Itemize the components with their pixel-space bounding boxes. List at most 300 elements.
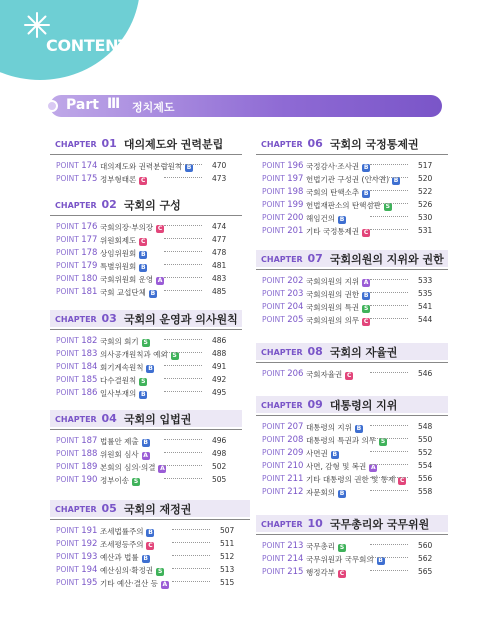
page-number: 498 xyxy=(212,449,227,458)
point-title: 해임건의 B xyxy=(306,214,345,223)
page-number: 541 xyxy=(418,302,433,311)
dot-leader xyxy=(370,164,408,165)
dot-leader xyxy=(370,477,408,478)
point-number: POINT 215 xyxy=(262,567,304,577)
point-number: POINT 200 xyxy=(262,213,304,223)
chapter-header xyxy=(50,310,242,327)
grade-badge: C xyxy=(347,372,352,379)
dot-leader xyxy=(370,279,408,280)
dot-leader xyxy=(370,190,408,191)
dot-leader xyxy=(370,305,408,306)
toc-entry[interactable] xyxy=(50,159,242,172)
sparkle-icon xyxy=(24,12,50,38)
point-title: 위원회 심사 A xyxy=(100,450,148,459)
toc-entry[interactable] xyxy=(256,420,448,433)
grade-badge: C xyxy=(400,477,405,484)
page-number: 481 xyxy=(212,261,227,270)
point-number: POINT 196 xyxy=(262,161,304,171)
dot-leader xyxy=(172,568,210,569)
grade-badge: B xyxy=(332,451,338,458)
point-title: 조세법률주의 B xyxy=(100,527,153,536)
divider xyxy=(50,519,250,520)
chapter-header xyxy=(50,135,242,152)
point-number: POINT 212 xyxy=(262,487,304,497)
point-number: POINT 214 xyxy=(262,554,304,564)
point-title: 국무위원과 국무회의 B xyxy=(306,555,383,564)
point-title: 특별위원회 B xyxy=(100,262,146,271)
dot-leader xyxy=(164,264,202,265)
point-number: POINT 190 xyxy=(56,475,98,485)
page-number: 544 xyxy=(418,315,433,324)
page-number: 488 xyxy=(212,349,227,358)
chapter-header xyxy=(256,343,448,360)
dot-leader xyxy=(370,425,408,426)
toc-entry[interactable] xyxy=(256,198,448,211)
toc-entry[interactable] xyxy=(256,211,448,224)
grade-badge: B xyxy=(378,557,383,564)
page-number: 530 xyxy=(418,213,433,222)
point-number: POINT 204 xyxy=(262,302,304,312)
grade-badge: A xyxy=(160,465,165,472)
chapter-number: CHAPTER 06 xyxy=(261,137,323,150)
chapter-06 xyxy=(256,135,448,237)
page-number: 560 xyxy=(418,541,433,550)
chapter-09 xyxy=(256,396,448,498)
dot-leader xyxy=(164,452,202,453)
point-title: 대통령의 지위 B xyxy=(306,423,362,432)
dot-leader xyxy=(164,238,202,239)
toc-entry[interactable] xyxy=(256,552,448,565)
dot-leader xyxy=(370,438,408,439)
toc-entry[interactable] xyxy=(256,433,448,446)
chapter-number: CHAPTER 07 xyxy=(261,252,323,265)
toc-entry[interactable] xyxy=(50,386,242,399)
dot-leader xyxy=(370,318,408,319)
page-number: 515 xyxy=(220,578,235,587)
toc-entry[interactable] xyxy=(50,447,242,460)
chapter-title: 국회의 국정통제권 xyxy=(329,137,419,151)
point-title: 대통령의 특권과 의무 S xyxy=(306,436,386,445)
point-title: 국회의원의 권한 B xyxy=(306,290,369,299)
grade-badge: C xyxy=(363,318,369,325)
toc-entry[interactable] xyxy=(256,185,448,198)
toc-entry[interactable] xyxy=(50,360,242,373)
toc-entry[interactable] xyxy=(256,367,448,380)
point-number: POINT 213 xyxy=(262,541,304,551)
chapter-title: 대의제도와 권력분립 xyxy=(123,137,224,151)
toc-entry[interactable] xyxy=(256,446,448,459)
toc-entry[interactable] xyxy=(256,287,448,300)
page-number: 512 xyxy=(220,552,235,561)
point-title: 헌법기관 구성권 (인사권) B xyxy=(306,175,399,184)
point-title: 정부이송 S xyxy=(100,476,139,485)
point-title: 국회의 회기 S xyxy=(100,337,148,346)
toc-entry[interactable] xyxy=(50,524,250,537)
grade-badge: C xyxy=(157,225,163,232)
point-title: 국회의원의 특권 S xyxy=(306,303,369,312)
toc-entry[interactable] xyxy=(50,220,242,233)
grade-badge: S xyxy=(380,438,386,445)
point-number: POINT 193 xyxy=(56,552,98,562)
toc-entry[interactable] xyxy=(256,300,448,313)
dot-leader xyxy=(164,391,202,392)
dot-leader xyxy=(164,365,202,366)
dot-leader xyxy=(164,225,202,226)
point-number: POINT 180 xyxy=(56,274,98,284)
grade-badge: B xyxy=(140,264,146,271)
dot-leader xyxy=(172,529,210,530)
toc-entry[interactable] xyxy=(50,233,242,246)
grade-badge: B xyxy=(393,177,399,184)
page-number: 546 xyxy=(418,369,433,378)
point-number: POINT 191 xyxy=(56,526,98,536)
point-number: POINT 192 xyxy=(56,539,98,549)
dot-leader xyxy=(164,339,202,340)
point-number: POINT 174 xyxy=(56,161,98,171)
point-number: POINT 199 xyxy=(262,200,304,210)
dot-leader xyxy=(172,542,210,543)
point-number: POINT 202 xyxy=(262,276,304,286)
grade-badge: C xyxy=(148,542,153,549)
chapter-01 xyxy=(50,135,242,185)
chapter-header xyxy=(256,135,448,152)
chapter-header xyxy=(50,500,250,517)
chapter-title: 국회의 운영과 의사원칙 xyxy=(123,312,238,326)
point-title: 회기계속원칙 B xyxy=(100,363,153,372)
point-title: 예산과 법률 B xyxy=(100,553,148,562)
toc-entry[interactable] xyxy=(256,274,448,287)
point-number: POINT 210 xyxy=(262,461,304,471)
point-number: POINT 188 xyxy=(56,449,98,459)
grade-badge: A xyxy=(162,581,168,588)
point-title: 국정감사·조사권 B xyxy=(306,162,369,171)
page-number: 507 xyxy=(220,526,235,535)
grade-badge: B xyxy=(148,365,153,372)
chapter-header xyxy=(256,396,448,413)
point-title: 국회의장·부의장 C xyxy=(100,223,163,232)
chapter-title: 국회의 자율권 xyxy=(329,345,398,359)
grade-badge: C xyxy=(363,229,369,236)
grade-badge: S xyxy=(385,203,390,210)
point-number: POINT 211 xyxy=(262,474,304,484)
toc-entry[interactable] xyxy=(50,347,242,360)
chapter-number: CHAPTER 04 xyxy=(55,412,117,425)
point-title: 사면, 감형 및 복권 A xyxy=(306,462,376,471)
point-title: 국회 교섭단체 B xyxy=(100,288,156,297)
dot-leader xyxy=(370,490,408,491)
divider xyxy=(50,154,242,155)
divider xyxy=(256,154,448,155)
point-number: POINT 201 xyxy=(262,226,304,236)
grade-badge: B xyxy=(339,216,345,223)
chapter-title: 국회의 구성 xyxy=(123,198,181,212)
point-title: 국회의원의 의무 C xyxy=(306,316,369,325)
toc-entry[interactable] xyxy=(256,224,448,237)
toc-entry[interactable] xyxy=(50,172,242,185)
point-number: POINT 194 xyxy=(56,565,98,575)
page-number: 520 xyxy=(418,174,433,183)
point-title: 헌법재판소의 탄핵심판 S xyxy=(306,201,390,210)
part-label: Part xyxy=(66,97,99,113)
chapter-number: CHAPTER 08 xyxy=(261,345,323,358)
divider xyxy=(256,269,448,270)
point-number: POINT 198 xyxy=(262,187,304,197)
point-number: POINT 208 xyxy=(262,435,304,445)
point-number: POINT 182 xyxy=(56,336,98,346)
dot-leader xyxy=(164,277,202,278)
page-number: 485 xyxy=(212,287,227,296)
divider xyxy=(50,329,242,330)
point-number: POINT 176 xyxy=(56,222,98,232)
point-number: POINT 178 xyxy=(56,248,98,258)
grade-badge: B xyxy=(148,529,153,536)
point-title: 국회의 탄핵소추 B xyxy=(306,188,369,197)
dot-leader xyxy=(164,378,202,379)
point-number: POINT 205 xyxy=(262,315,304,325)
grade-badge: S xyxy=(339,544,345,551)
page-number: 562 xyxy=(418,554,433,563)
dot-leader xyxy=(370,372,408,373)
dot-leader xyxy=(164,164,202,165)
point-title: 사면권 B xyxy=(306,449,338,458)
page-number: 495 xyxy=(212,388,227,397)
point-number: POINT 186 xyxy=(56,388,98,398)
toc-entry[interactable] xyxy=(256,313,448,326)
dot-leader xyxy=(370,216,408,217)
chapter-header xyxy=(50,196,242,213)
toc-entry[interactable] xyxy=(50,563,250,576)
page-number: 477 xyxy=(212,235,227,244)
dot-leader xyxy=(172,581,210,582)
chapter-number: CHAPTER 09 xyxy=(261,398,323,411)
page-number: 505 xyxy=(212,475,227,484)
chapter-number: CHAPTER 03 xyxy=(55,312,117,325)
grade-badge: B xyxy=(363,164,369,171)
dot-leader xyxy=(164,478,202,479)
grade-badge: A xyxy=(363,279,369,286)
divider xyxy=(50,429,242,430)
chapter-05 xyxy=(50,500,250,589)
dot-leader xyxy=(164,465,202,466)
point-number: POINT 189 xyxy=(56,462,98,472)
toc-entry[interactable] xyxy=(256,459,448,472)
point-number: POINT 179 xyxy=(56,261,98,271)
grade-badge: B xyxy=(363,190,369,197)
point-number: POINT 207 xyxy=(262,422,304,432)
point-title: 국회자율권 C xyxy=(306,370,352,379)
page-number: 478 xyxy=(212,248,227,257)
toc-entry[interactable] xyxy=(256,485,448,498)
divider xyxy=(256,415,448,416)
page-number: 548 xyxy=(418,422,433,431)
part-number: Ⅲ xyxy=(107,96,121,112)
toc-entry[interactable] xyxy=(50,272,242,285)
chapter-number: CHAPTER 05 xyxy=(55,502,117,515)
chapter-header xyxy=(256,250,448,267)
chapter-title: 국회의 입법권 xyxy=(123,412,192,426)
divider xyxy=(256,534,448,535)
page-number: 558 xyxy=(418,487,433,496)
grade-badge: C xyxy=(141,238,146,245)
point-title: 기타 국정통제권 C xyxy=(306,227,369,236)
point-title: 법률안 제출 B xyxy=(100,437,148,446)
chapter-03 xyxy=(50,310,242,399)
chapter-number: CHAPTER 01 xyxy=(55,137,117,150)
toc-entry[interactable] xyxy=(256,172,448,185)
point-number: POINT 203 xyxy=(262,289,304,299)
grade-badge: B xyxy=(186,164,192,171)
grade-badge: B xyxy=(140,251,146,258)
point-title: 정부형태론 C xyxy=(100,175,146,184)
grade-badge: B xyxy=(140,391,146,398)
point-title: 조세평등주의 C xyxy=(100,540,153,549)
toc-entry[interactable] xyxy=(256,565,448,578)
point-title: 국회위원회 운영 A xyxy=(100,275,163,284)
part-banner xyxy=(50,95,442,117)
point-title: 기타 예산·결산 등 A xyxy=(100,579,168,588)
page-number: 513 xyxy=(220,565,235,574)
page-number: 492 xyxy=(212,375,227,384)
grade-badge: A xyxy=(157,277,163,284)
chapter-08 xyxy=(256,343,448,380)
toc-entry[interactable] xyxy=(50,576,250,589)
toc-entry[interactable] xyxy=(50,334,242,347)
toc-entry[interactable] xyxy=(50,246,242,259)
point-title: 예산심의·확정권 S xyxy=(100,566,163,575)
grade-badge: B xyxy=(143,555,148,562)
page-number: 483 xyxy=(212,274,227,283)
dot-leader xyxy=(172,555,210,556)
toc-entry[interactable] xyxy=(50,473,242,486)
grade-badge: S xyxy=(143,339,148,346)
grade-badge: B xyxy=(363,292,369,299)
page-number: 552 xyxy=(418,448,433,457)
bullet-icon xyxy=(46,100,58,112)
dot-leader xyxy=(370,292,408,293)
grade-badge: C xyxy=(339,570,345,577)
chapter-title: 국무총리와 국무위원 xyxy=(329,517,430,531)
point-number: POINT 209 xyxy=(262,448,304,458)
point-number: POINT 187 xyxy=(56,436,98,446)
page-number: 502 xyxy=(212,462,227,471)
divider xyxy=(50,215,242,216)
dot-leader xyxy=(370,203,408,204)
page-number: 517 xyxy=(418,161,433,170)
grade-badge: S xyxy=(157,568,163,575)
divider xyxy=(256,362,448,363)
chapter-number: CHAPTER 02 xyxy=(55,198,117,211)
point-number: POINT 181 xyxy=(56,287,98,297)
point-number: POINT 177 xyxy=(56,235,98,245)
dot-leader xyxy=(164,251,202,252)
grade-badge: B xyxy=(150,290,156,297)
dot-leader xyxy=(370,451,408,452)
toc-entry[interactable] xyxy=(256,539,448,552)
chapter-header xyxy=(256,515,448,532)
dot-leader xyxy=(370,570,408,571)
toc-entry[interactable] xyxy=(256,159,448,172)
toc-entry[interactable] xyxy=(50,285,242,298)
point-number: POINT 197 xyxy=(262,174,304,184)
point-number: POINT 195 xyxy=(56,578,98,588)
page-number: 531 xyxy=(418,226,433,235)
page-number: 473 xyxy=(212,174,227,183)
part-name: 정치제도 xyxy=(132,101,175,114)
point-title: 행정각부 C xyxy=(306,568,345,577)
point-number: POINT 206 xyxy=(262,369,304,379)
chapter-number: CHAPTER 10 xyxy=(261,517,323,530)
point-title: 대의제도와 권력분립원칙 B xyxy=(100,162,192,171)
dot-leader xyxy=(370,544,408,545)
toc-entry[interactable] xyxy=(50,537,250,550)
dot-leader xyxy=(164,439,202,440)
point-number: POINT 184 xyxy=(56,362,98,372)
point-title: 다수결원칙 S xyxy=(100,376,146,385)
point-title: 위원회제도 C xyxy=(100,236,146,245)
grade-badge: S xyxy=(141,378,146,385)
dot-leader xyxy=(164,290,202,291)
page-number: 486 xyxy=(212,336,227,345)
page-number: 550 xyxy=(418,435,433,444)
chapter-title: 국회의원의 지위와 권한 xyxy=(329,252,444,266)
point-title: 의사공개원칙과 예외 S xyxy=(100,350,177,359)
toc-entry[interactable] xyxy=(50,259,242,272)
page-number: 565 xyxy=(418,567,433,576)
page-number: 496 xyxy=(212,436,227,445)
dot-leader xyxy=(370,177,408,178)
page-title: CONTENTS xyxy=(46,36,141,55)
dot-leader xyxy=(164,352,202,353)
chapter-04 xyxy=(50,410,242,486)
point-title: 상임위원회 B xyxy=(100,249,146,258)
point-number: POINT 185 xyxy=(56,375,98,385)
page-number: 535 xyxy=(418,289,433,298)
chapter-10 xyxy=(256,515,448,578)
page-number: 511 xyxy=(220,539,235,548)
grade-badge: B xyxy=(356,425,362,432)
page-number: 533 xyxy=(418,276,433,285)
grade-badge: S xyxy=(133,478,139,485)
grade-badge: C xyxy=(141,177,146,184)
page-number: 474 xyxy=(212,222,227,231)
page-number: 556 xyxy=(418,474,433,483)
point-title: 일사부재의 B xyxy=(100,389,146,398)
point-title: 국회의원의 지위 A xyxy=(306,277,369,286)
toc-entry[interactable] xyxy=(256,472,448,485)
point-number: POINT 183 xyxy=(56,349,98,359)
dot-leader xyxy=(370,464,408,465)
page-number: 491 xyxy=(212,362,227,371)
page-number: 470 xyxy=(212,161,227,170)
page-number: 554 xyxy=(418,461,433,470)
grade-badge: S xyxy=(172,352,177,359)
chapter-title: 대통령의 지위 xyxy=(329,398,398,412)
grade-badge: A xyxy=(143,452,148,459)
chapter-header xyxy=(50,410,242,427)
point-number: POINT 175 xyxy=(56,174,98,184)
point-title: 기타 대통령의 권한 및 통제 C xyxy=(306,475,405,484)
grade-badge: A xyxy=(370,464,376,471)
point-title: 본회의 심의·의결 A xyxy=(100,463,165,472)
toc-entry[interactable] xyxy=(50,550,250,563)
toc-entry[interactable] xyxy=(50,373,242,386)
toc-entry[interactable] xyxy=(50,434,242,447)
toc-entry[interactable] xyxy=(50,460,242,473)
chapter-title: 국회의 재정권 xyxy=(123,502,192,516)
grade-badge: B xyxy=(143,439,148,446)
point-title: 국무총리 S xyxy=(306,542,345,551)
point-title: 자문회의 B xyxy=(306,488,345,497)
